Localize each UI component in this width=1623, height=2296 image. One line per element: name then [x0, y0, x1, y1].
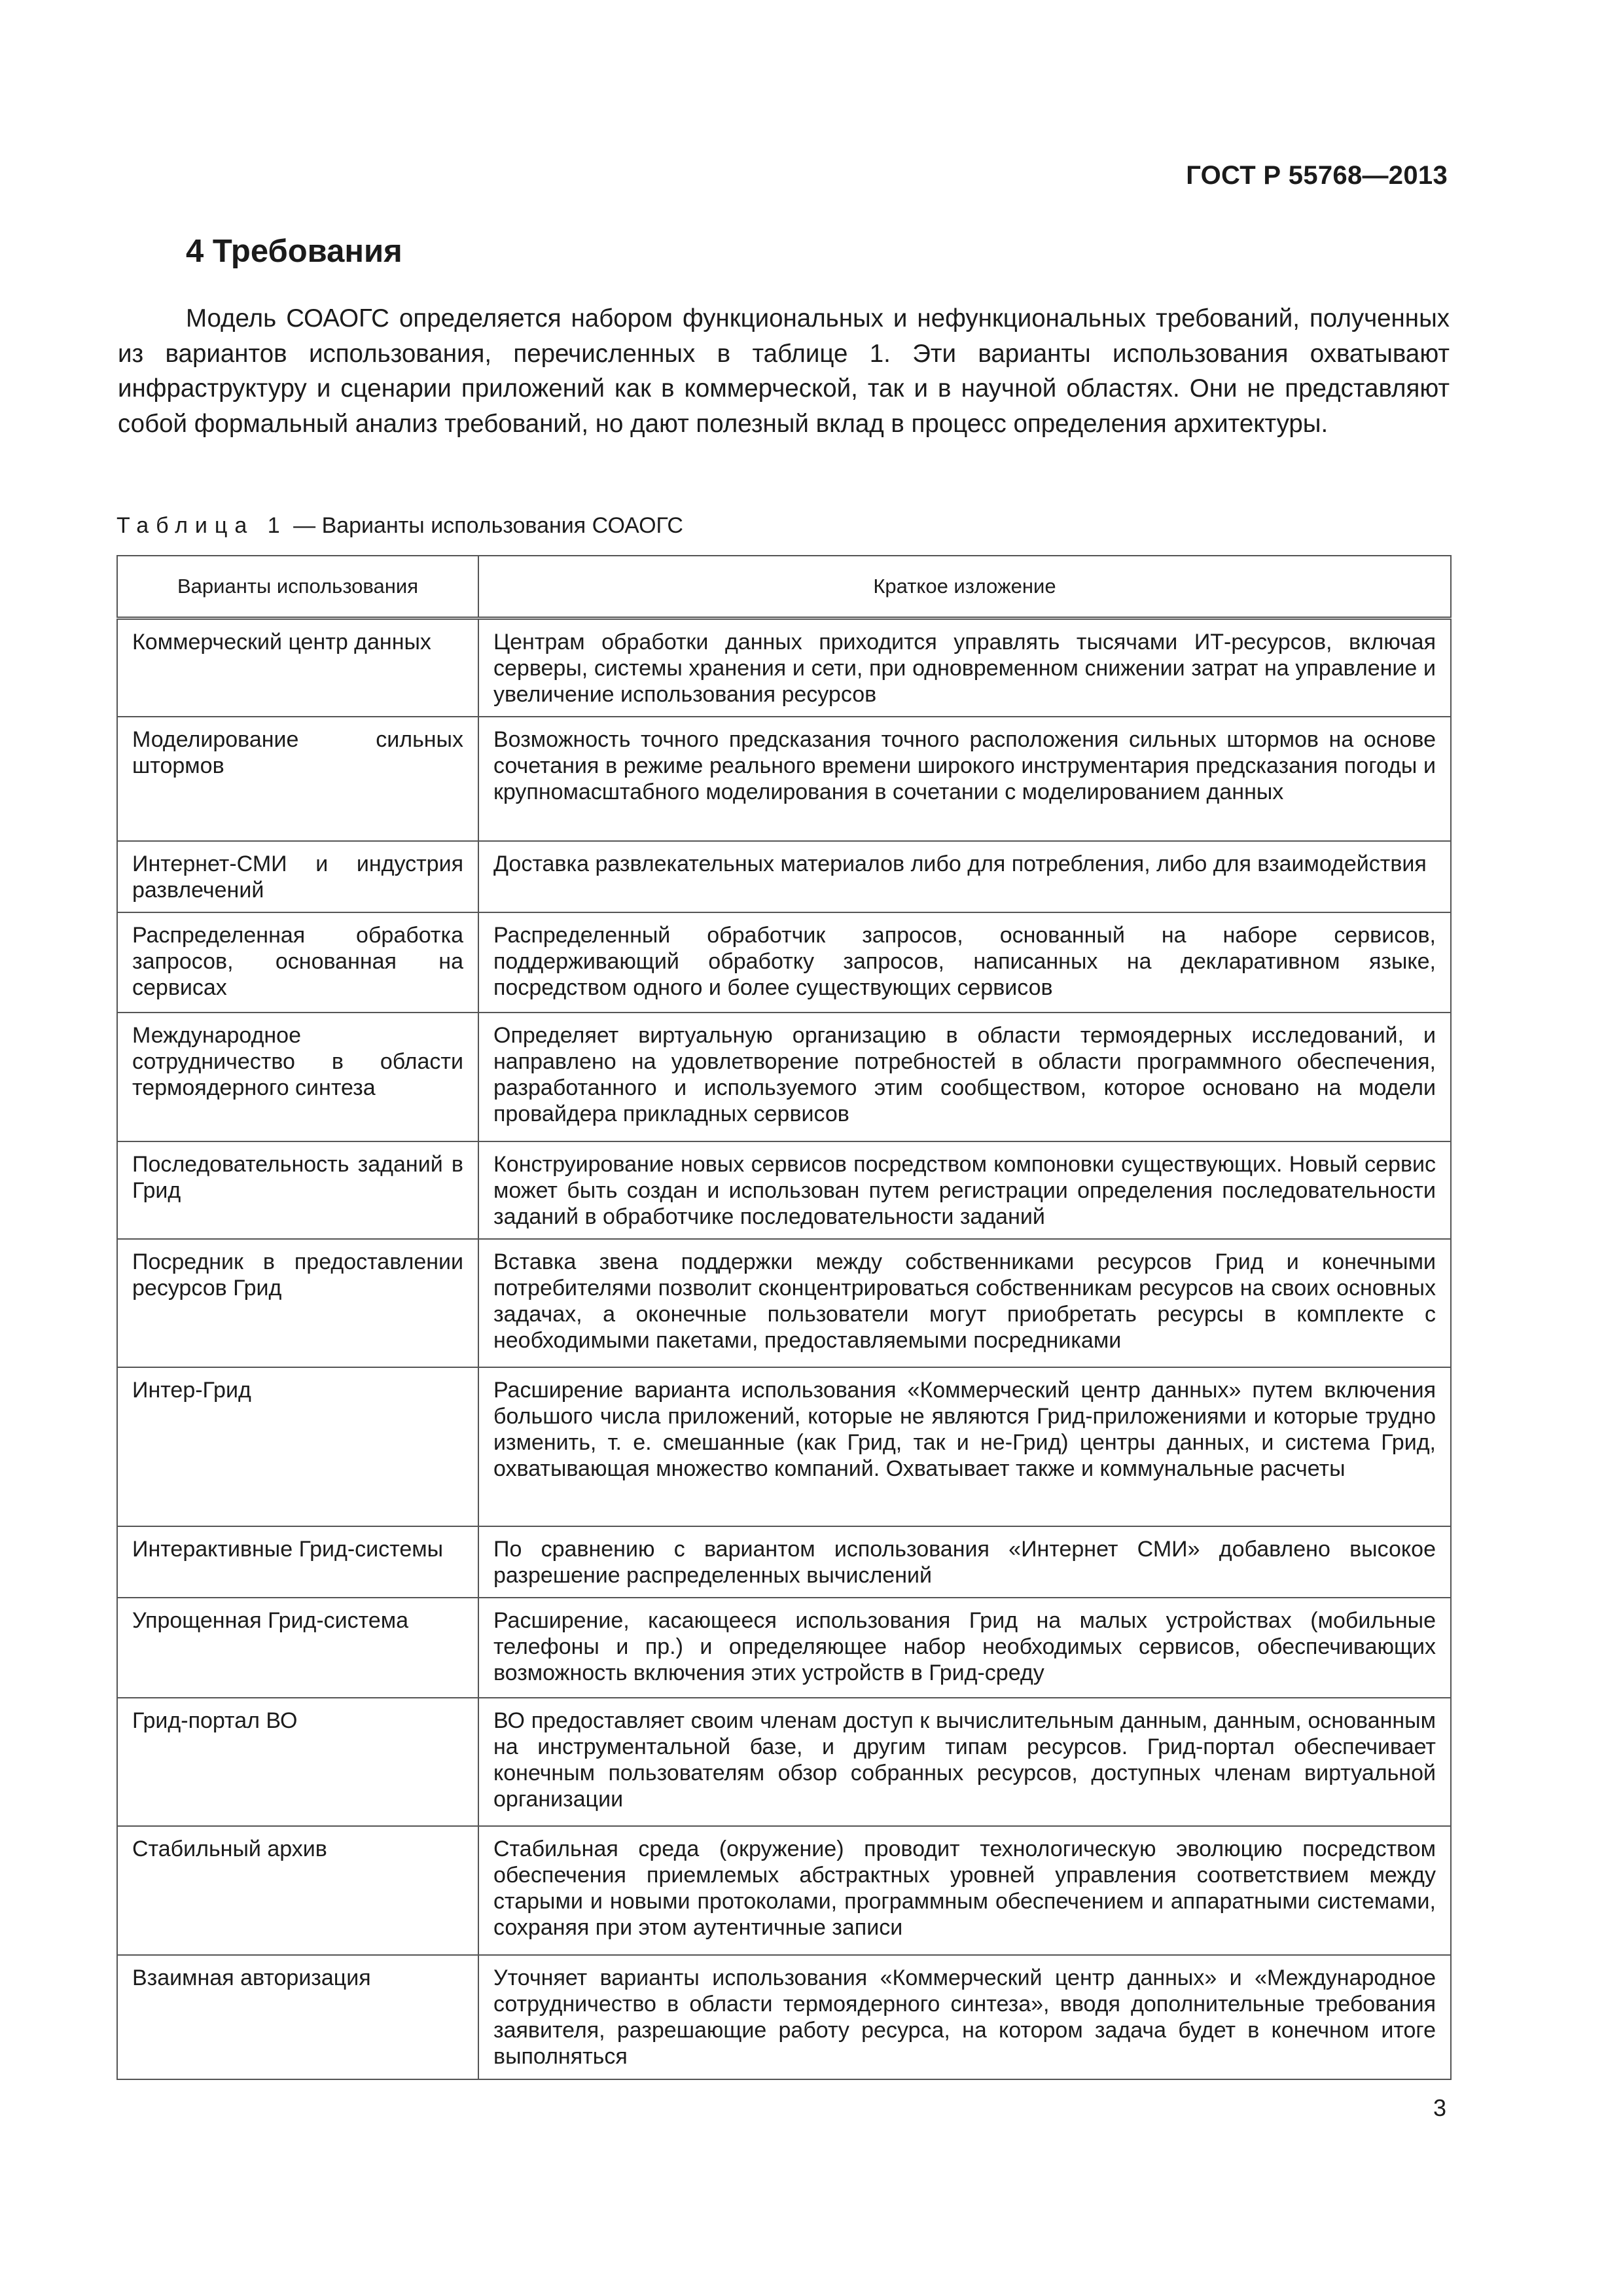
use-case-name: Последовательность заданий в Грид [117, 1141, 478, 1239]
use-case-summary: Распределенный обработчик запросов, основанный на наборе сервисов, поддерживающий обработку запросов, написанных на декларативном языке, посредством одного и более существующих сервисов [478, 912, 1451, 1013]
table-row [117, 1141, 1451, 1239]
table-row [117, 1367, 1451, 1526]
use-case-summary: По сравнению с вариантом использования «Интернет СМИ» добавлено высокое разрешение распределенных вычислений [478, 1526, 1451, 1597]
use-case-name: Упрощенная Грид-система [117, 1598, 478, 1698]
column-header-use-cases: Варианты использования [117, 556, 478, 619]
document-header: ГОСТ Р 55768—2013 [1186, 161, 1448, 190]
use-case-summary: ВО предоставляет своим членам доступ к вычислительным данным, данным, основанным на инструментальной базе, и другим типам ресурсов. Грид-портал обеспечивает конечным пользователям обзор собранных ресурсов, доступных членам виртуальной организации [478, 1698, 1451, 1826]
use-case-name: Распределенная обработка запросов, основанная на сервисах [117, 912, 478, 1013]
table-header-row [117, 556, 1451, 619]
use-case-name: Интер-Грид [117, 1367, 478, 1526]
use-case-name: Посредник в предоставлении ресурсов Грид [117, 1239, 478, 1367]
table-row [117, 841, 1451, 912]
use-case-name: Стабильный архив [117, 1826, 478, 1954]
use-case-summary: Возможность точного предсказания точного расположения сильных штормов на основе сочетания в режиме реального времени широкого инструментария предсказания погоды и крупномасштабного моделирования в сочетании с моделированием данных [478, 717, 1451, 841]
use-case-summary: Уточняет варианты использования «Коммерческий центр данных» и «Международное сотрудничество в области термоядерного синтеза», вводя дополнительные требования заявителя, разрешающие работу ресурса, на котором задача будет в конечном итоге выполняться [478, 1955, 1451, 2079]
page-number: 3 [1433, 2094, 1446, 2121]
table-row [117, 1013, 1451, 1141]
table-row [117, 1826, 1451, 1954]
intro-paragraph: Модель СОАОГС определяется набором функциональных и нефункциональных требований, полученных из вариантов использования, перечисленных в таблице 1. Эти варианты использования охватывают инфраструктуру и сценарии приложений как в коммерческой, так и в научной областях. Они не представляют собой формальный анализ требований, но дают полезный вклад в процесс определения архитектуры. [118, 304, 1450, 438]
use-case-summary: Расширение варианта использования «Коммерческий центр данных» путем включения большого числа приложений, которые не являются Грид-приложениями и которые трудно изменить, т. е. смешанные (как Грид, так и не-Грид) центры данных, и система Грид, охватывающая множество компаний. Охватывает также и коммунальные расчеты [478, 1367, 1451, 1526]
section-title: 4 Требования [186, 234, 402, 269]
use-case-summary: Центрам обработки данных приходится управлять тысячами ИТ-ресурсов, включая серверы, системы хранения и сети, при одновременном снижении затрат на управление и увеличение использования ресурсов [478, 619, 1451, 717]
table-caption [116, 513, 683, 539]
table-caption-label: Таблица 1 [116, 513, 287, 538]
use-case-name: Интернет-СМИ и индустрия развлечений [117, 841, 478, 912]
table-row [117, 1526, 1451, 1597]
use-case-name: Коммерческий центр данных [117, 619, 478, 717]
use-case-name: Моделирование сильных штормов [117, 717, 478, 841]
use-cases-table [116, 555, 1452, 2080]
table-row [117, 619, 1451, 717]
use-case-name: Интерактивные Грид-системы [117, 1526, 478, 1597]
use-case-summary: Стабильная среда (окружение) проводит технологическую эволюцию посредством обеспечения приемлемых абстрактных уровней управления соответствием между старыми и новыми протоколами, программным обеспечением и аппаратными системами, сохраняя при этом аутентичные записи [478, 1826, 1451, 1954]
use-case-summary: Вставка звена поддержки между собственниками ресурсов Грид и конечными потребителями позволит сконцентрироваться собственникам ресурсов на своих основных задачах, а оконечные пользователи могут приобретать ресурсы в комплекте с необходимыми пакетами, предоставляемыми посредниками [478, 1239, 1451, 1367]
table-row [117, 1955, 1451, 2079]
table-row [117, 912, 1451, 1013]
table-row [117, 717, 1451, 841]
table-row [117, 1598, 1451, 1698]
use-case-summary: Определяет виртуальную организацию в области термоядерных исследований, и направлено на удовлетворение потребностей в области программного обеспечения, разработанного и используемого этим сообществом, которое основано на модели провайдера прикладных сервисов [478, 1013, 1451, 1141]
use-case-name: Грид-портал ВО [117, 1698, 478, 1826]
table-row [117, 1239, 1451, 1367]
table-caption-text: — Варианты использования СОАОГС [287, 513, 683, 538]
use-case-summary: Доставка развлекательных материалов либо для потребления, либо для взаимодействия [478, 841, 1451, 912]
column-header-summary: Краткое изложение [478, 556, 1451, 619]
table-row [117, 1698, 1451, 1826]
use-case-name: Взаимная авторизация [117, 1955, 478, 2079]
use-case-summary: Конструирование новых сервисов посредством компоновки существующих. Новый сервис может быть создан и использован путем регистрации определения последовательности заданий в обработчике последовательности заданий [478, 1141, 1451, 1239]
use-case-name: Международное сотрудничество в области термоядерного синтеза [117, 1013, 478, 1141]
use-case-summary: Расширение, касающееся использования Грид на малых устройствах (мобильные телефоны и пр.) и определяющее набор необходимых сервисов, обеспечивающих возможность включения этих устройств в Грид-среду [478, 1598, 1451, 1698]
